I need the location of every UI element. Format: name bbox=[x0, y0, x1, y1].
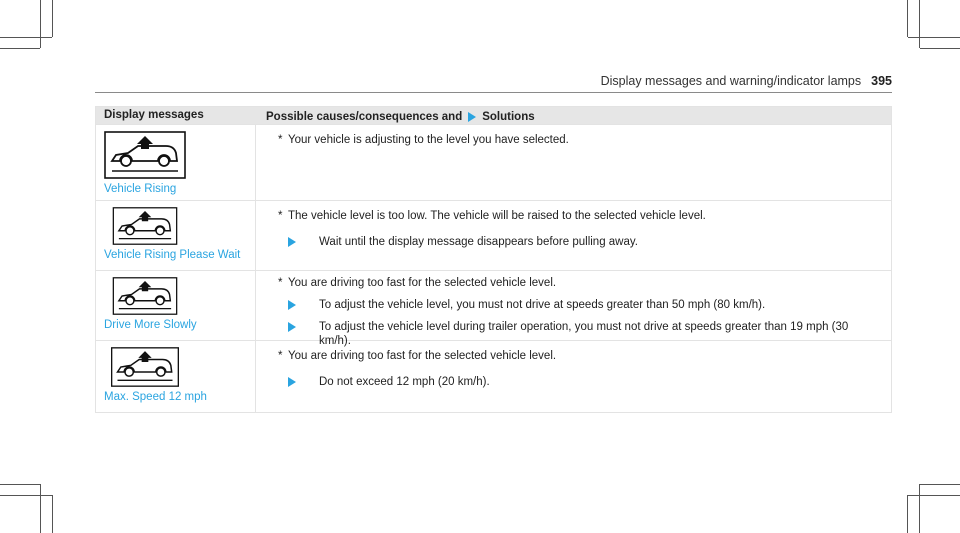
table-row bbox=[96, 340, 891, 412]
message-cell bbox=[96, 271, 256, 340]
column-header-display-messages: Display messages bbox=[104, 109, 204, 121]
crop-mark bbox=[908, 495, 960, 496]
cause-text: You are driving too fast for the selected vehicle level. bbox=[288, 350, 557, 362]
crop-mark bbox=[52, 0, 53, 37]
table-row bbox=[96, 124, 891, 200]
causes-cell bbox=[256, 271, 891, 347]
display-message: Vehicle Rising Please Wait bbox=[104, 249, 241, 261]
crop-mark bbox=[52, 495, 53, 533]
page-header-title: Display messages and warning/indicator lamps bbox=[600, 74, 862, 88]
arrow-right-icon bbox=[288, 237, 296, 247]
column-header-causes-label: Possible causes/consequences and bbox=[266, 110, 463, 123]
crop-mark bbox=[920, 484, 960, 485]
crop-mark bbox=[907, 495, 908, 533]
header-rule bbox=[95, 92, 892, 93]
cause-text: The vehicle level is too low. The vehicle will be raised to the selected vehicle level. bbox=[288, 210, 706, 222]
crop-mark bbox=[0, 484, 40, 485]
cause-item: * The vehicle level is too low. The vehicle will be raised to the selected vehicle level. bbox=[278, 210, 706, 222]
solution-item bbox=[288, 235, 891, 249]
arrow-right-icon bbox=[468, 112, 476, 122]
column-header-solutions-label: Solutions bbox=[482, 110, 535, 123]
cause-item: * You are driving too fast for the selected vehicle level. bbox=[278, 277, 557, 289]
crop-mark bbox=[0, 37, 52, 38]
vehicle-rising-icon bbox=[104, 131, 186, 179]
solution-text: Wait until the display message disappears before pulling away. bbox=[319, 236, 638, 248]
crop-mark bbox=[920, 48, 960, 49]
crop-mark bbox=[919, 0, 920, 48]
message-cell bbox=[96, 201, 256, 270]
column-header-causes-solutions bbox=[256, 107, 891, 124]
solution-text: To adjust the vehicle level, you must not drive at speeds greater than 50 mph (80 km/h). bbox=[319, 299, 766, 311]
crop-mark bbox=[907, 0, 908, 37]
causes-cell bbox=[256, 201, 891, 270]
solution-item bbox=[288, 375, 891, 389]
display-message: Max. Speed 12 mph bbox=[104, 391, 207, 403]
solution-text: Do not exceed 12 mph (20 km/h). bbox=[319, 376, 490, 388]
page-number: 395 bbox=[871, 74, 892, 88]
causes-cell bbox=[256, 341, 891, 412]
crop-mark bbox=[908, 37, 960, 38]
cause-item: * You are driving too fast for the selected vehicle level. bbox=[278, 350, 557, 362]
arrow-right-icon bbox=[288, 377, 296, 387]
crop-mark bbox=[919, 484, 920, 533]
crop-mark bbox=[40, 0, 41, 48]
vehicle-rising-icon bbox=[104, 277, 186, 315]
causes-cell bbox=[256, 125, 891, 200]
solution-item bbox=[288, 298, 891, 312]
display-message: Vehicle Rising bbox=[104, 183, 177, 195]
arrow-right-icon bbox=[288, 322, 296, 332]
cause-text: You are driving too fast for the selected vehicle level. bbox=[288, 277, 557, 289]
messages-table bbox=[95, 106, 892, 413]
table-header bbox=[96, 107, 891, 124]
table-row bbox=[96, 270, 891, 347]
solution-item bbox=[288, 320, 858, 348]
crop-mark bbox=[0, 48, 40, 49]
cause-item: * Your vehicle is adjusting to the level you have selected. bbox=[278, 134, 569, 146]
vehicle-rising-icon bbox=[104, 207, 186, 245]
table-row bbox=[96, 200, 891, 270]
message-cell bbox=[96, 341, 256, 412]
arrow-right-icon bbox=[288, 300, 296, 310]
message-cell bbox=[96, 125, 256, 200]
vehicle-rising-icon bbox=[104, 347, 186, 387]
page-header bbox=[601, 74, 892, 88]
crop-mark bbox=[40, 484, 41, 533]
display-message: Drive More Slowly bbox=[104, 319, 197, 331]
solution-text: To adjust the vehicle level during trailer operation, you must not drive at speeds greater than 19 mph (30 km/h). bbox=[319, 321, 849, 347]
cause-text: Your vehicle is adjusting to the level you have selected. bbox=[288, 134, 569, 146]
crop-mark bbox=[0, 495, 52, 496]
